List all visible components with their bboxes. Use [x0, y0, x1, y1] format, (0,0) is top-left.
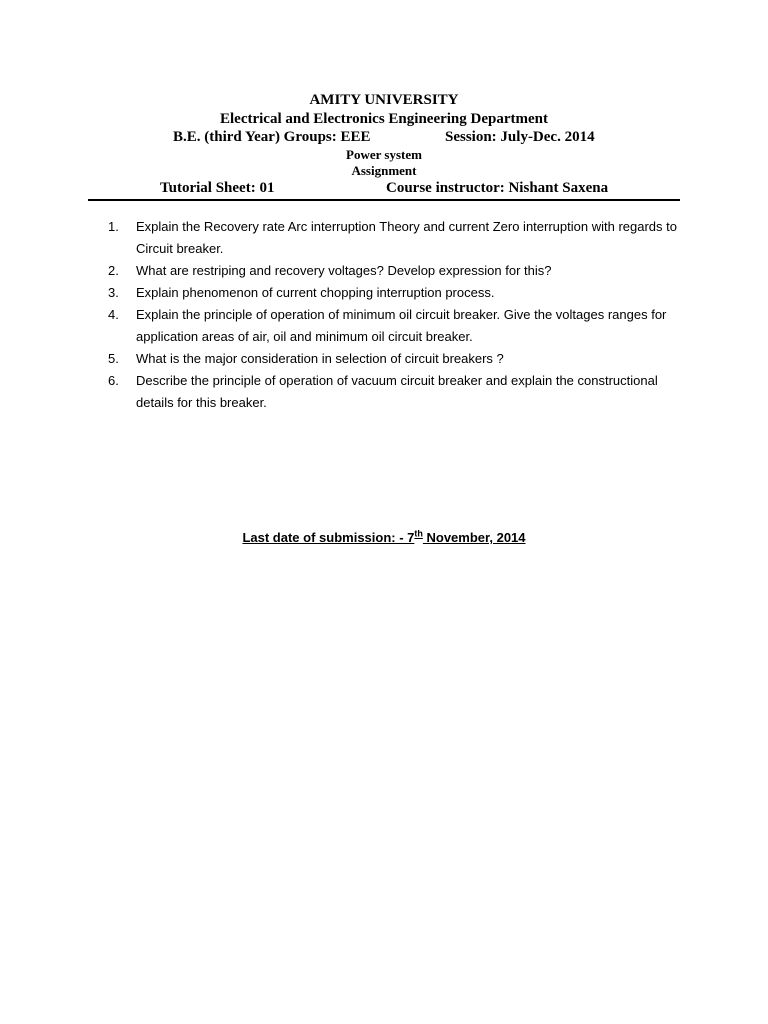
deadline-prefix: Last date of submission: - 7 — [242, 530, 415, 545]
header-divider — [88, 199, 680, 201]
question-list — [108, 216, 688, 414]
subject-title: Power system — [346, 147, 422, 162]
question-text: Describe the principle of operation of vacuum circuit breaker and explain the constructional details for this breaker. — [136, 373, 658, 410]
question-item — [108, 282, 688, 304]
session-info: Session: July-Dec. 2014 — [445, 129, 595, 145]
course-instructor: Course instructor: Nishant Saxena — [386, 180, 609, 196]
university-name: AMITY UNIVERSITY — [309, 92, 459, 108]
question-item — [108, 216, 688, 260]
question-number: 1. — [108, 219, 119, 234]
deadline-suffix: November, 2014 — [422, 530, 526, 545]
question-number: 5. — [108, 351, 119, 366]
question-text: Explain phenomenon of current chopping interruption process. — [136, 285, 495, 300]
question-text: Explain the Recovery rate Arc interruption Theory and current Zero interruption with regards to Circuit breaker. — [136, 219, 677, 256]
question-number: 3. — [108, 285, 119, 300]
question-number: 2. — [108, 263, 119, 278]
question-number: 4. — [108, 307, 119, 322]
tutorial-sheet-number: Tutorial Sheet: 01 — [160, 180, 275, 196]
program-info: B.E. (third Year) Groups: EEE — [173, 129, 371, 145]
question-item — [108, 370, 688, 414]
question-item — [108, 304, 688, 348]
question-text: Explain the principle of operation of minimum oil circuit breaker. Give the voltages ranges for application areas of air, oil and minimum oil circuit breaker. — [136, 307, 667, 344]
deadline-superscript: th — [414, 528, 423, 539]
department-name: Electrical and Electronics Engineering Department — [219, 111, 548, 127]
document-type: Assignment — [351, 163, 417, 178]
question-item — [108, 348, 688, 370]
question-number: 6. — [108, 373, 119, 388]
submission-deadline — [0, 530, 768, 545]
question-text: What is the major consideration in selection of circuit breakers ? — [136, 351, 504, 366]
question-text: What are restriping and recovery voltages? Develop expression for this? — [136, 263, 552, 278]
question-item — [108, 260, 688, 282]
